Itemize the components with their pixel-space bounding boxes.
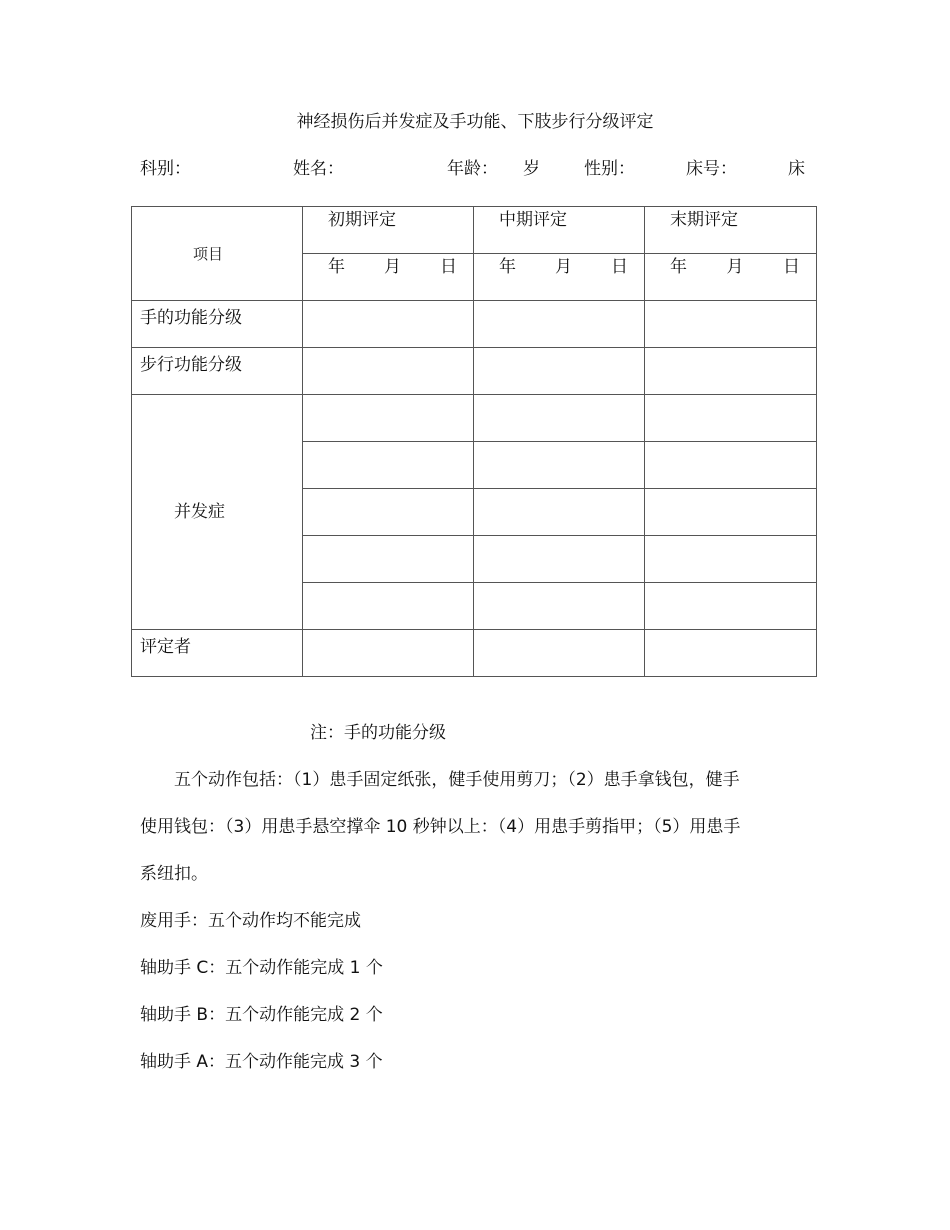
table-row (132, 301, 817, 348)
table-cell[interactable] (303, 442, 474, 489)
date-day: 日 (783, 257, 800, 277)
notes-paragraph-line: 五个动作包括：（1）患手固定纸张，健手使用剪刀；（2）患手拿钱包，健手 (174, 770, 740, 790)
table-cell[interactable] (474, 536, 645, 583)
table-cell[interactable] (474, 583, 645, 630)
notes-heading: 注：手的功能分级 (310, 723, 446, 743)
row-label-evaluator: 评定者 (132, 630, 303, 677)
table-cell[interactable] (303, 489, 474, 536)
grade-item: 轴助手 B：五个动作能完成 2 个 (140, 1005, 383, 1025)
table-cell[interactable] (303, 348, 474, 395)
table-cell[interactable] (645, 489, 817, 536)
row-label-complications: 并发症 (132, 395, 303, 630)
date-month: 月 (384, 257, 401, 277)
table-cell[interactable] (474, 630, 645, 677)
phase-header-initial: 初期评定 (303, 207, 474, 254)
table-cell[interactable] (645, 301, 817, 348)
item-header: 项目 (192, 245, 223, 263)
table-cell[interactable] (474, 395, 645, 442)
table-cell[interactable] (645, 395, 817, 442)
department-label: 科别： (140, 159, 191, 179)
date-day: 日 (611, 257, 628, 277)
page-title: 神经损伤后并发症及手功能、下肢步行分级评定 (296, 112, 654, 132)
age-unit: 岁 (523, 159, 540, 179)
table-row (132, 348, 817, 395)
table-cell[interactable] (645, 442, 817, 489)
table-cell[interactable] (645, 583, 817, 630)
date-year: 年 (499, 257, 516, 277)
table-cell[interactable] (474, 348, 645, 395)
date-cell-initial (303, 254, 474, 301)
bed-unit: 床 (788, 159, 805, 179)
table-cell[interactable] (645, 630, 817, 677)
name-label: 姓名： (293, 159, 344, 179)
row-label-walking-function: 步行功能分级 (132, 348, 303, 395)
notes-paragraph-line: 系纽扣。 (140, 864, 208, 884)
row-label-hand-function: 手的功能分级 (132, 301, 303, 348)
table-cell[interactable] (474, 301, 645, 348)
bed-label: 床号： (686, 159, 737, 179)
gender-label: 性别： (584, 159, 635, 179)
table-cell[interactable] (303, 583, 474, 630)
table-cell[interactable] (303, 630, 474, 677)
date-cell-middle (474, 254, 645, 301)
evaluation-table (131, 206, 817, 677)
date-year: 年 (670, 257, 687, 277)
grade-item: 废用手：五个动作均不能完成 (140, 911, 361, 931)
table-row (132, 630, 817, 677)
notes-paragraph-line: 使用钱包：（3）用患手悬空撑伞 10 秒钟以上：（4）用患手剪指甲；（5）用患手 (140, 817, 741, 837)
item-header-cell (132, 207, 303, 301)
table-header-row (132, 207, 817, 254)
table-cell[interactable] (645, 348, 817, 395)
age-label: 年龄： (447, 159, 498, 179)
table-cell[interactable] (303, 301, 474, 348)
grade-item: 轴助手 C：五个动作能完成 1 个 (140, 958, 383, 978)
table-cell[interactable] (474, 442, 645, 489)
table-cell[interactable] (303, 395, 474, 442)
table-row (132, 395, 817, 442)
grade-item: 轴助手 A：五个动作能完成 3 个 (140, 1052, 383, 1072)
phase-header-middle: 中期评定 (474, 207, 645, 254)
date-day: 日 (440, 257, 457, 277)
table-cell[interactable] (474, 489, 645, 536)
table-cell[interactable] (303, 536, 474, 583)
date-year: 年 (328, 257, 345, 277)
date-month: 月 (726, 257, 744, 277)
date-month: 月 (555, 257, 572, 277)
phase-header-final: 末期评定 (645, 207, 817, 254)
date-cell-final (645, 254, 817, 301)
table-cell[interactable] (645, 536, 817, 583)
